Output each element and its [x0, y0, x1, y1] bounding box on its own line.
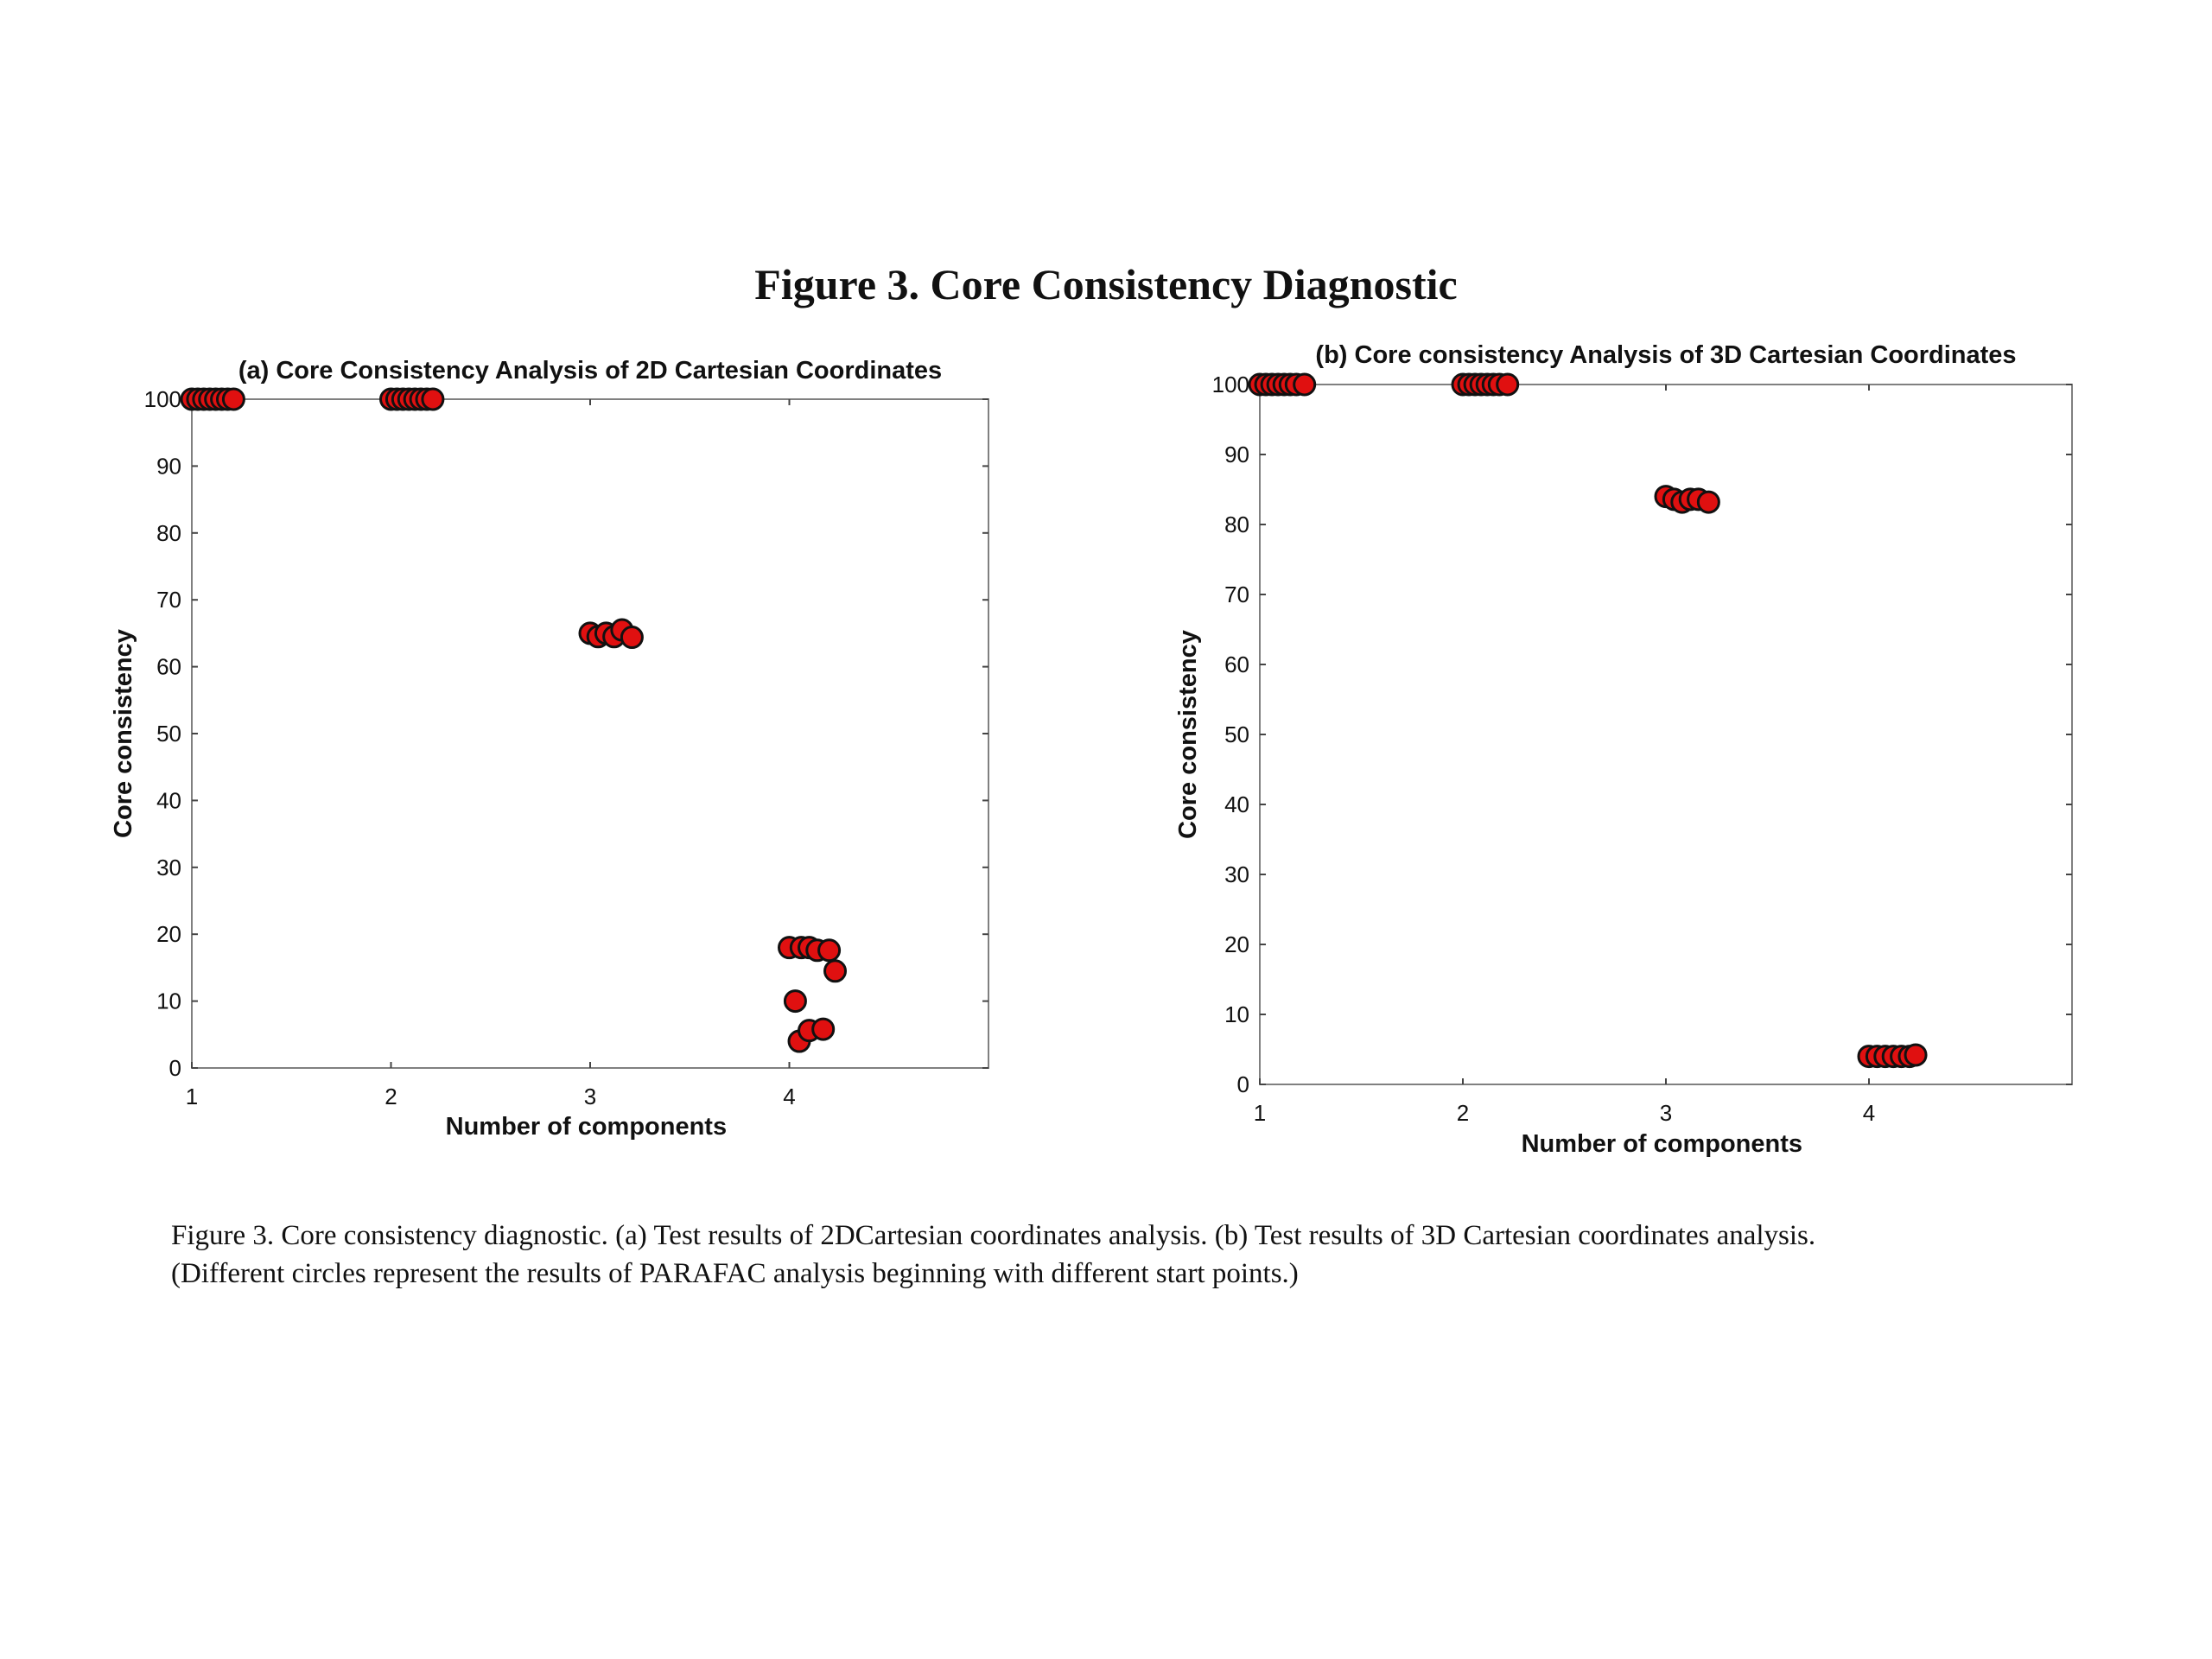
y-tick-label: 80	[1224, 512, 1249, 537]
y-tick-label: 100	[1211, 372, 1249, 397]
x-axis-label: Number of components	[1521, 1130, 1803, 1158]
y-tick-label: 70	[1224, 582, 1249, 607]
y-tick-label: 0	[1236, 1071, 1249, 1097]
caption-line-1: Figure 3. Core consistency diagnostic. (a) Test results of 2DCartesian coordinates analysis. (b) Test results of 3D Cartesian coordinates analysis.	[171, 1220, 1816, 1251]
data-point	[1497, 374, 1518, 395]
x-tick-label: 2	[385, 1084, 397, 1109]
y-tick-label: 50	[156, 721, 181, 747]
y-axis-label: Core consistency	[1174, 630, 1202, 839]
y-tick-label: 80	[156, 519, 181, 546]
y-tick-label: 100	[143, 386, 181, 412]
x-tick-label: 1	[185, 1084, 199, 1109]
y-tick-label: 40	[156, 787, 181, 814]
chart-title: (b) Core consistency Analysis of 3D Cartesian Coordinates	[1315, 341, 2017, 369]
chart-title: (a) Core Consistency Analysis of 2D Cartesian Coordinates	[238, 357, 943, 385]
y-tick-label: 60	[1224, 652, 1249, 677]
y-tick-label: 60	[156, 653, 181, 680]
data-point	[1698, 492, 1719, 512]
y-tick-label: 40	[1224, 791, 1249, 817]
y-tick-label: 30	[1224, 861, 1249, 887]
y-tick-label: 30	[156, 854, 181, 880]
caption-line-2: (Different circles represent the results of PARAFAC analysis beginning with different start points.)	[171, 1258, 1299, 1289]
y-axis-label: Core consistency	[110, 629, 137, 838]
y-tick-label: 10	[156, 988, 181, 1014]
figure-title: Figure 3. Core Consistency Diagnostic	[754, 260, 1458, 308]
x-tick-label: 3	[583, 1084, 597, 1109]
x-tick-label: 4	[783, 1084, 796, 1109]
y-tick-label: 90	[156, 453, 181, 480]
y-tick-label: 50	[1224, 721, 1249, 747]
y-tick-label: 0	[168, 1055, 181, 1081]
y-tick-label: 10	[1224, 1001, 1249, 1027]
y-tick-label: 20	[156, 921, 181, 948]
data-point	[1905, 1045, 1926, 1065]
y-tick-label: 90	[1224, 442, 1249, 467]
y-tick-label: 70	[156, 587, 181, 613]
x-tick-label: 2	[1456, 1100, 1470, 1126]
figure-caption	[171, 1217, 2124, 1293]
x-tick-label: 3	[1659, 1100, 1673, 1126]
data-point	[1294, 374, 1315, 395]
y-tick-label: 20	[1224, 931, 1249, 957]
x-axis-label: Number of components	[445, 1113, 728, 1141]
x-tick-label: 4	[1862, 1100, 1876, 1126]
x-tick-label: 1	[1253, 1100, 1267, 1126]
